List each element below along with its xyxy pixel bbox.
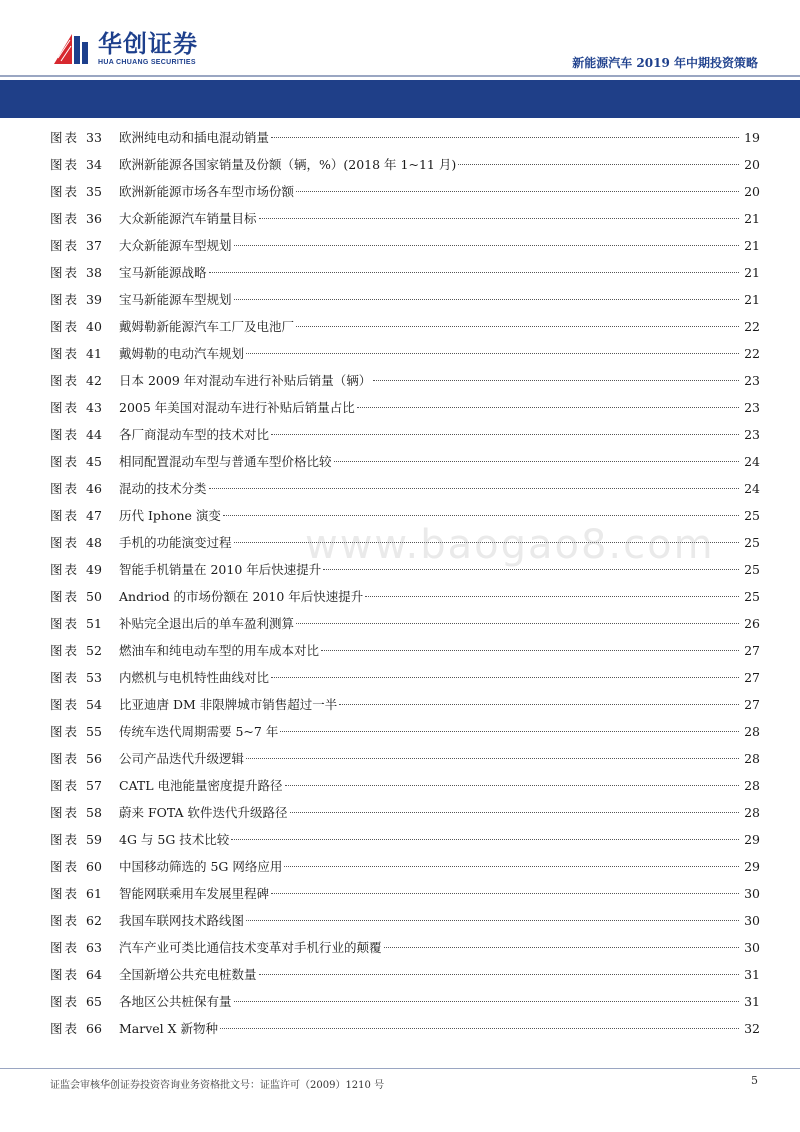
toc-label: 图表	[50, 994, 80, 1009]
toc-title: 中国移动筛选的 5G 网络应用	[119, 859, 283, 874]
toc-page-number: 21	[744, 265, 760, 280]
toc-label: 图表	[50, 1021, 80, 1036]
toc-leader-dots	[285, 784, 739, 786]
toc-row[interactable]	[50, 151, 760, 178]
figure-index-list	[50, 124, 760, 1042]
toc-row[interactable]	[50, 448, 760, 475]
toc-number: 64	[86, 967, 102, 982]
toc-leader-dots	[323, 568, 739, 570]
toc-title: 日本 2009 年对混动车进行补贴后销量（辆）	[119, 373, 372, 388]
toc-number: 52	[86, 643, 102, 658]
toc-row[interactable]	[50, 853, 760, 880]
toc-number: 60	[86, 859, 102, 874]
toc-leader-dots	[271, 892, 739, 894]
toc-row[interactable]	[50, 394, 760, 421]
toc-label: 图表	[50, 535, 80, 550]
toc-page-number: 25	[744, 535, 760, 550]
toc-label: 图表	[50, 454, 80, 469]
toc-leader-dots	[209, 487, 739, 489]
toc-number: 40	[86, 319, 102, 334]
toc-title: Marvel X 新物种	[119, 1021, 219, 1036]
toc-row[interactable]	[50, 178, 760, 205]
toc-page-number: 25	[744, 589, 760, 604]
toc-row[interactable]	[50, 205, 760, 232]
toc-title: CATL 电池能量密度提升路径	[119, 778, 283, 793]
toc-title: 欧洲新能源市场各车型市场份额	[119, 184, 295, 199]
toc-page-number: 20	[744, 184, 760, 199]
report-title: 新能源汽车 2019 年中期投资策略	[572, 56, 758, 70]
toc-label: 图表	[50, 643, 80, 658]
toc-page-number: 25	[744, 562, 760, 577]
toc-number: 39	[86, 292, 102, 307]
toc-page-number: 22	[744, 346, 760, 361]
toc-page-number: 24	[744, 454, 760, 469]
toc-label: 图表	[50, 400, 80, 415]
toc-row[interactable]	[50, 637, 760, 664]
toc-page-number: 21	[744, 292, 760, 307]
toc-label: 图表	[50, 346, 80, 361]
toc-leader-dots	[284, 865, 739, 867]
toc-label: 图表	[50, 508, 80, 523]
logo-english-name: HUA CHUANG SECURITIES	[98, 58, 196, 66]
toc-leader-dots	[271, 433, 739, 435]
toc-title: 各地区公共桩保有量	[119, 994, 232, 1009]
toc-label: 图表	[50, 292, 80, 307]
footer-rule	[0, 1068, 800, 1069]
logo-chinese-name: 华创证券	[98, 29, 198, 58]
toc-leader-dots	[290, 811, 739, 813]
toc-number: 59	[86, 832, 102, 847]
toc-label: 图表	[50, 589, 80, 604]
toc-number: 35	[86, 184, 102, 199]
toc-leader-dots	[234, 298, 739, 300]
toc-label: 图表	[50, 238, 80, 253]
toc-title: 相同配置混动车型与普通车型价格比较	[119, 454, 332, 469]
toc-leader-dots	[246, 919, 739, 921]
toc-row[interactable]	[50, 421, 760, 448]
toc-row[interactable]	[50, 475, 760, 502]
toc-row[interactable]	[50, 745, 760, 772]
toc-number: 48	[86, 535, 102, 550]
toc-row[interactable]	[50, 907, 760, 934]
toc-label: 图表	[50, 778, 80, 793]
toc-page-number: 28	[744, 724, 760, 739]
toc-label: 图表	[50, 319, 80, 334]
page-number: 5	[751, 1074, 758, 1087]
toc-leader-dots	[259, 217, 739, 219]
toc-title: 内燃机与电机特性曲线对比	[119, 670, 270, 685]
toc-label: 图表	[50, 562, 80, 577]
toc-number: 61	[86, 886, 102, 901]
toc-label: 图表	[50, 373, 80, 388]
toc-number: 65	[86, 994, 102, 1009]
toc-number: 50	[86, 589, 102, 604]
toc-leader-dots	[280, 730, 739, 732]
toc-number: 36	[86, 211, 102, 226]
toc-title: 智能手机销量在 2010 年后快速提升	[119, 562, 322, 577]
toc-title: 公司产品迭代升级逻辑	[119, 751, 245, 766]
toc-page-number: 30	[744, 940, 760, 955]
toc-page-number: 23	[744, 400, 760, 415]
toc-number: 53	[86, 670, 102, 685]
watermark: www.baogao8.com	[305, 522, 715, 568]
toc-label: 图表	[50, 184, 80, 199]
toc-leader-dots	[271, 136, 739, 138]
toc-leader-dots	[384, 946, 739, 948]
toc-page-number: 28	[744, 805, 760, 820]
toc-label: 图表	[50, 670, 80, 685]
header-band	[0, 80, 800, 118]
toc-row[interactable]	[50, 988, 760, 1015]
toc-row[interactable]	[50, 718, 760, 745]
toc-label: 图表	[50, 130, 80, 145]
toc-number: 55	[86, 724, 102, 739]
toc-row[interactable]	[50, 961, 760, 988]
toc-title: 历代 Iphone 演变	[119, 508, 221, 523]
header-rule	[0, 75, 800, 77]
logo-mark-icon	[50, 30, 90, 66]
toc-leader-dots	[246, 352, 739, 354]
toc-number: 33	[86, 130, 102, 145]
toc-row[interactable]	[50, 826, 760, 853]
toc-label: 图表	[50, 913, 80, 928]
footer-license-text: 证监会审核华创证券投资咨询业务资格批文号：证监许可（2009）1210 号	[50, 1080, 385, 1091]
toc-leader-dots	[234, 1000, 739, 1002]
toc-title: 戴姆勒新能源汽车工厂及电池厂	[119, 319, 295, 334]
toc-label: 图表	[50, 832, 80, 847]
toc-leader-dots	[234, 244, 739, 246]
toc-title: 全国新增公共充电桩数量	[119, 967, 257, 982]
toc-title: 比亚迪唐 DM 非限牌城市销售超过一半	[119, 697, 338, 712]
toc-number: 51	[86, 616, 102, 631]
toc-leader-dots	[296, 622, 739, 624]
toc-row[interactable]	[50, 1015, 760, 1042]
toc-page-number: 26	[744, 616, 760, 631]
toc-title: 各厂商混动车型的技术对比	[119, 427, 270, 442]
toc-number: 58	[86, 805, 102, 820]
toc-number: 63	[86, 940, 102, 955]
toc-page-number: 30	[744, 913, 760, 928]
toc-page-number: 30	[744, 886, 760, 901]
toc-number: 34	[86, 157, 102, 172]
toc-page-number: 29	[744, 832, 760, 847]
toc-page-number: 21	[744, 211, 760, 226]
toc-title: 大众新能源汽车销量目标	[119, 211, 257, 226]
toc-row[interactable]	[50, 799, 760, 826]
toc-title: 汽车产业可类比通信技术变革对手机行业的颠覆	[119, 940, 382, 955]
toc-leader-dots	[259, 973, 739, 975]
toc-page-number: 20	[744, 157, 760, 172]
toc-title: 4G 与 5G 技术比较	[119, 832, 230, 847]
page-header	[0, 0, 800, 122]
toc-title: 2005 年美国对混动车进行补贴后销量占比	[119, 400, 355, 415]
toc-row[interactable]	[50, 610, 760, 637]
toc-page-number: 22	[744, 319, 760, 334]
toc-number: 57	[86, 778, 102, 793]
toc-title: Andriod 的市场份额在 2010 年后快速提升	[119, 589, 364, 604]
toc-label: 图表	[50, 886, 80, 901]
toc-title: 智能网联乘用车发展里程碑	[119, 886, 270, 901]
toc-number: 43	[86, 400, 102, 415]
toc-leader-dots	[357, 406, 739, 408]
toc-label: 图表	[50, 481, 80, 496]
toc-label: 图表	[50, 724, 80, 739]
toc-page-number: 25	[744, 508, 760, 523]
toc-leader-dots	[365, 595, 739, 597]
toc-number: 54	[86, 697, 102, 712]
toc-title: 欧洲新能源各国家销量及份额（辆，%）(2018 年 1~11 月)	[119, 157, 457, 172]
toc-leader-dots	[209, 271, 739, 273]
toc-number: 56	[86, 751, 102, 766]
toc-title: 补贴完全退出后的单车盈利测算	[119, 616, 295, 631]
toc-page-number: 27	[744, 643, 760, 658]
toc-leader-dots	[339, 703, 739, 705]
toc-row[interactable]	[50, 880, 760, 907]
toc-label: 图表	[50, 157, 80, 172]
toc-label: 图表	[50, 211, 80, 226]
toc-number: 49	[86, 562, 102, 577]
toc-page-number: 28	[744, 751, 760, 766]
toc-number: 47	[86, 508, 102, 523]
toc-row[interactable]	[50, 313, 760, 340]
toc-page-number: 23	[744, 427, 760, 442]
toc-leader-dots	[223, 514, 739, 516]
toc-title: 手机的功能演变过程	[119, 535, 232, 550]
toc-number: 42	[86, 373, 102, 388]
toc-page-number: 31	[744, 967, 760, 982]
toc-row[interactable]	[50, 367, 760, 394]
toc-leader-dots	[458, 163, 739, 165]
toc-number: 66	[86, 1021, 102, 1036]
toc-label: 图表	[50, 427, 80, 442]
toc-row[interactable]	[50, 232, 760, 259]
toc-title: 大众新能源车型规划	[119, 238, 232, 253]
toc-number: 62	[86, 913, 102, 928]
toc-row[interactable]	[50, 124, 760, 151]
toc-row[interactable]	[50, 934, 760, 961]
toc-label: 图表	[50, 940, 80, 955]
toc-label: 图表	[50, 805, 80, 820]
toc-number: 46	[86, 481, 102, 496]
toc-leader-dots	[321, 649, 739, 651]
toc-row[interactable]	[50, 583, 760, 610]
toc-leader-dots	[296, 325, 739, 327]
toc-page-number: 24	[744, 481, 760, 496]
toc-page-number: 31	[744, 994, 760, 1009]
toc-row[interactable]	[50, 772, 760, 799]
toc-title: 宝马新能源车型规划	[119, 292, 232, 307]
toc-row[interactable]	[50, 286, 760, 313]
toc-page-number: 27	[744, 697, 760, 712]
toc-row[interactable]	[50, 259, 760, 286]
toc-label: 图表	[50, 616, 80, 631]
toc-title: 燃油车和纯电动车型的用车成本对比	[119, 643, 320, 658]
toc-page-number: 28	[744, 778, 760, 793]
toc-row[interactable]	[50, 691, 760, 718]
toc-number: 38	[86, 265, 102, 280]
toc-page-number: 19	[744, 130, 760, 145]
toc-page-number: 21	[744, 238, 760, 253]
toc-leader-dots	[220, 1027, 739, 1029]
toc-page-number: 23	[744, 373, 760, 388]
toc-title: 欧洲纯电动和插电混动销量	[119, 130, 270, 145]
toc-title: 混动的技术分类	[119, 481, 207, 496]
toc-leader-dots	[231, 838, 739, 840]
toc-label: 图表	[50, 751, 80, 766]
toc-leader-dots	[334, 460, 739, 462]
toc-row[interactable]	[50, 664, 760, 691]
toc-title: 宝马新能源战略	[119, 265, 207, 280]
toc-leader-dots	[271, 676, 739, 678]
toc-label: 图表	[50, 967, 80, 982]
toc-label: 图表	[50, 859, 80, 874]
toc-title: 我国车联网技术路线图	[119, 913, 245, 928]
toc-number: 41	[86, 346, 102, 361]
toc-leader-dots	[246, 757, 739, 759]
toc-label: 图表	[50, 697, 80, 712]
toc-page-number: 27	[744, 670, 760, 685]
company-logo	[50, 30, 198, 66]
toc-number: 37	[86, 238, 102, 253]
toc-number: 45	[86, 454, 102, 469]
toc-label: 图表	[50, 265, 80, 280]
toc-title: 戴姆勒的电动汽车规划	[119, 346, 245, 361]
toc-row[interactable]	[50, 340, 760, 367]
toc-number: 44	[86, 427, 102, 442]
toc-page-number: 29	[744, 859, 760, 874]
toc-title: 蔚来 FOTA 软件迭代升级路径	[119, 805, 288, 820]
toc-leader-dots	[296, 190, 739, 192]
toc-leader-dots	[373, 379, 739, 381]
toc-page-number: 32	[744, 1021, 760, 1036]
toc-title: 传统车迭代周期需要 5~7 年	[119, 724, 279, 739]
